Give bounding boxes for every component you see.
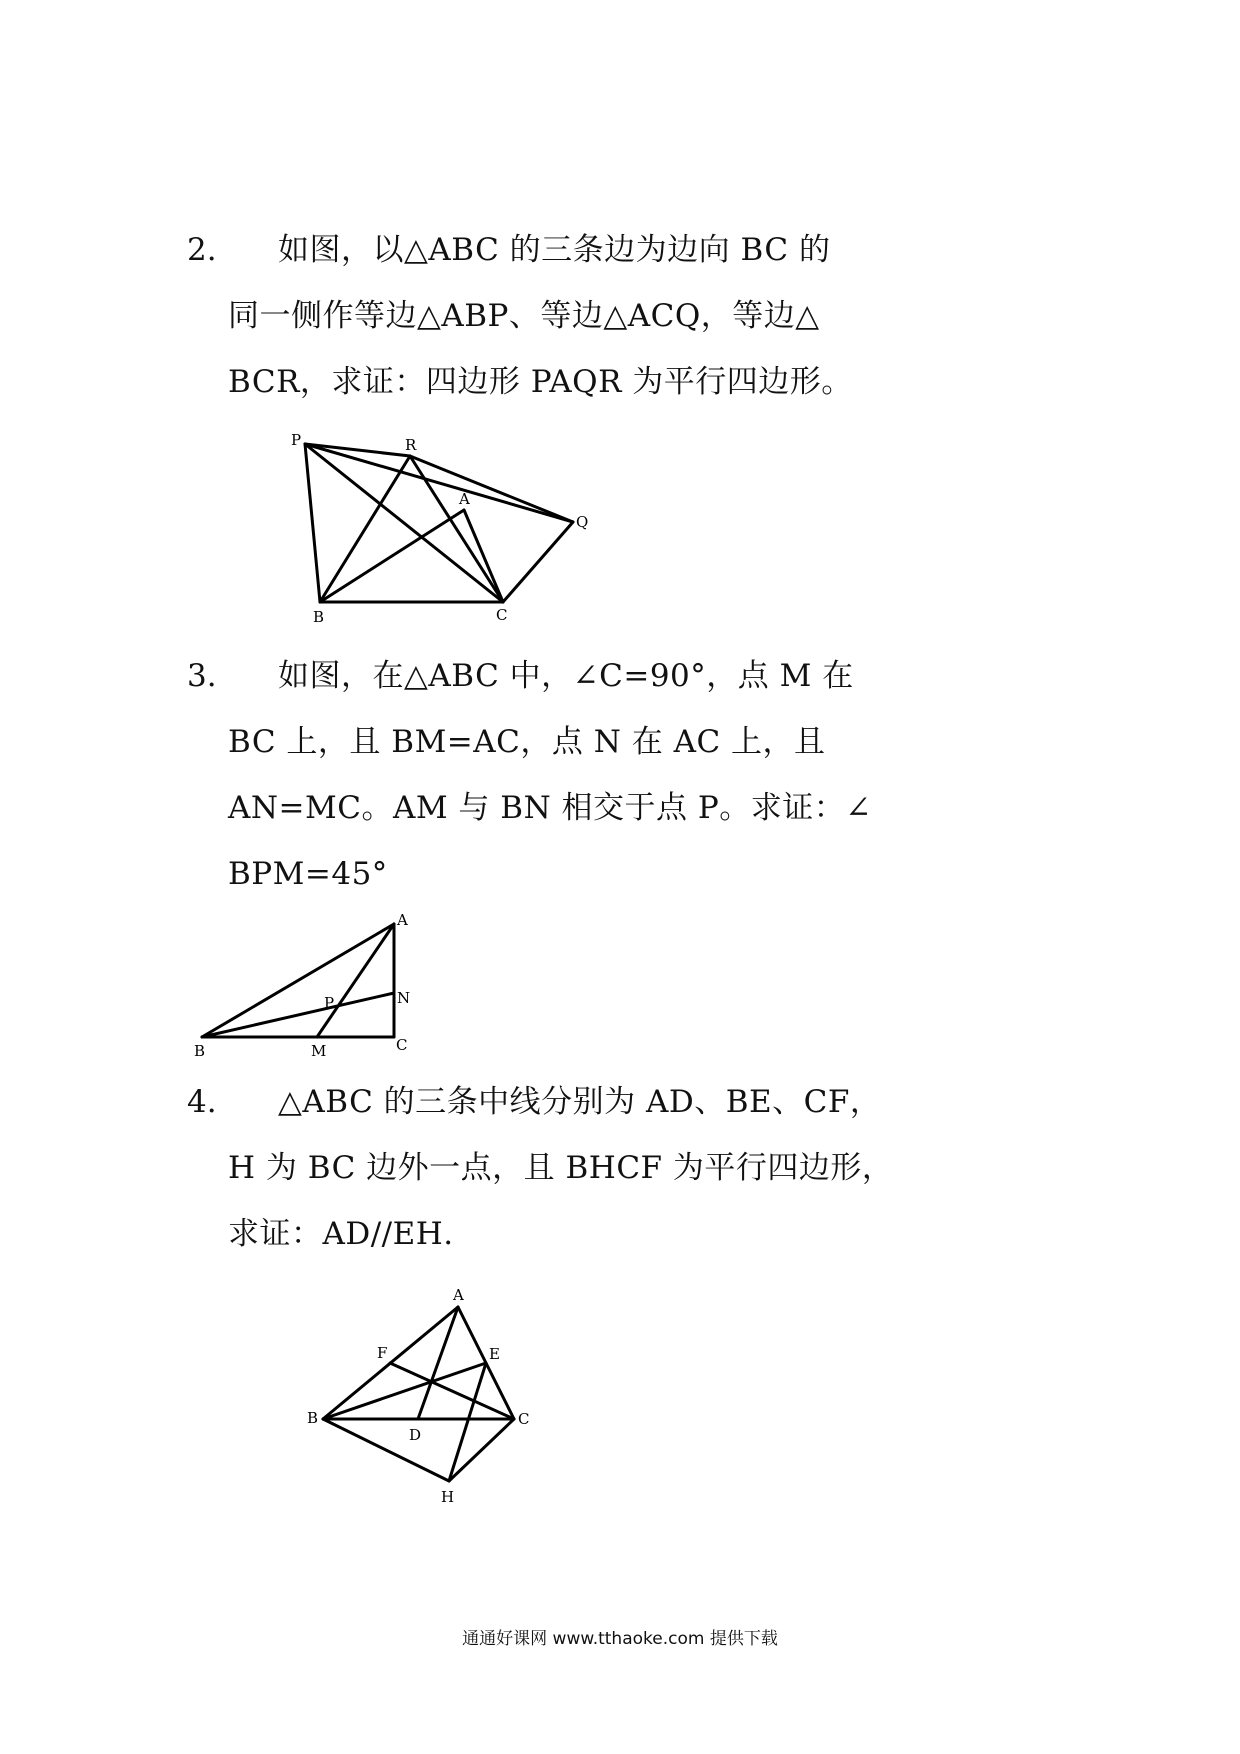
figure-3-label-p: P (324, 994, 335, 1012)
page-footer: 通通好课网 www.tthaoke.com 提供下载 (462, 1629, 778, 1649)
figure-2-label-p: P (291, 431, 302, 449)
problem-2-number: 2. (187, 232, 217, 268)
problem-4-line-1: △ABC 的三条中线分别为 AD、BE、CF， (278, 1084, 882, 1120)
problem-3-line-1: 如图，在△ABC 中，∠C=90°，点 M 在 (278, 658, 854, 694)
problem-4-line-3: 求证：AD//EH. (228, 1216, 454, 1252)
figure-2-label-q: Q (576, 513, 589, 531)
figure-3-label-n: N (397, 989, 411, 1007)
figure-4-label-h: H (441, 1488, 455, 1506)
figure-4-label-a: A (453, 1286, 464, 1304)
problem-2-line-3: BCR，求证：四边形 PAQR 为平行四边形。 (228, 364, 853, 400)
figure-4-label-b: B (307, 1409, 319, 1427)
figure-2-label-b: B (313, 608, 325, 626)
problem-3-line-2: BC 上，且 BM=AC，点 N 在 AC 上，且 (228, 724, 826, 760)
figure-2-label-c: C (496, 606, 508, 624)
figure-4-lines (323, 1307, 514, 1481)
figure-3-label-b: B (194, 1042, 206, 1060)
problem-2-line-1: 如图，以△ABC 的三条边为边向 BC 的 (278, 232, 831, 268)
problem-4-number: 4. (187, 1084, 217, 1120)
problem-4-line-2: H 为 BC 边外一点，且 BHCF 为平行四边形， (228, 1150, 894, 1186)
figure-2-label-a: A (459, 490, 470, 508)
problem-3-line-4: BPM=45° (228, 856, 388, 892)
figure-3-label-m: M (311, 1042, 327, 1060)
figure-4-label-e: E (489, 1345, 500, 1363)
problem-2-line-2: 同一侧作等边△ABP、等边△ACQ，等边△ (228, 298, 820, 334)
figure-4-label-c: C (518, 1410, 530, 1428)
figure-4-label-f: F (377, 1344, 388, 1362)
problem-3-line-3: AN=MC。AM 与 BN 相交于点 P。求证：∠ (228, 790, 872, 826)
figure-4-label-d: D (409, 1426, 422, 1444)
figure-3-label-c: C (396, 1036, 408, 1054)
problem-3-number: 3. (187, 658, 217, 694)
figure-3-label-a: A (397, 911, 408, 929)
figure-2-label-r: R (405, 436, 417, 454)
